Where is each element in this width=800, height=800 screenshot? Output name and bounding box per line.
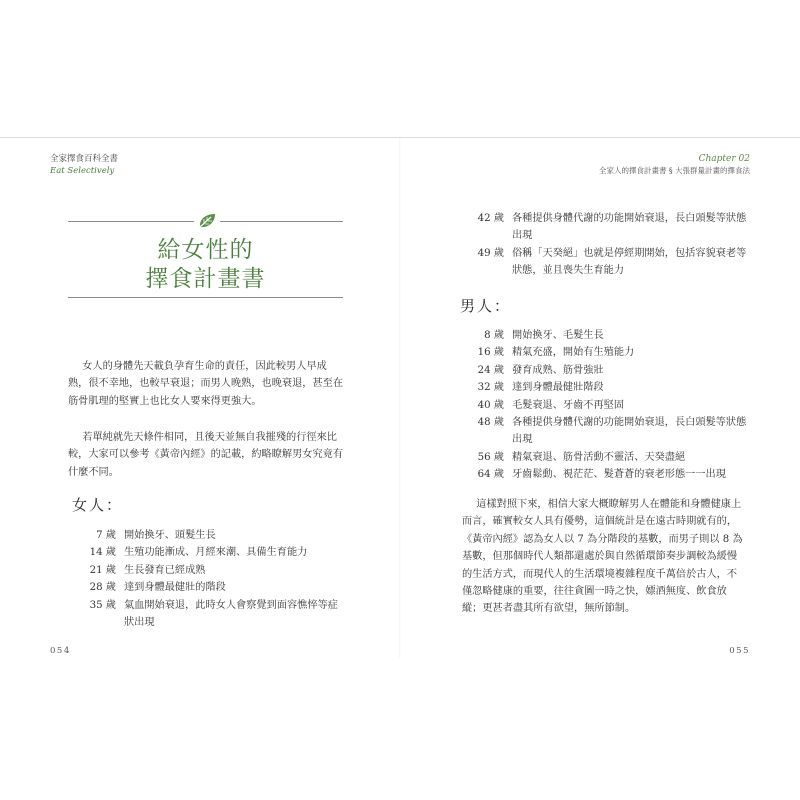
- men-heading: 男人：: [460, 297, 512, 315]
- chapter-label: Chapter 02: [698, 154, 750, 164]
- chapter-subtitle: 全家人的擇食計畫書 § 大張群量計畫的擇食法: [598, 166, 750, 175]
- intro-paragraph-2: 若單純就先天條件相同，且後天並無自我摧殘的行徑來比較，大家可以參考《黃帝內經》的記載，約略瞭解男女究竟有什麼不同。: [68, 432, 344, 478]
- list-item: 64 歲 牙齒鬆動、視茫茫、髮蒼蒼的衰老形態一一出現: [477, 469, 726, 481]
- chapter-title-line1: 給女性的: [157, 237, 254, 263]
- right-running-head: [599, 153, 750, 177]
- leaf-icon: [196, 212, 218, 230]
- title-rule-bottom: [68, 297, 343, 298]
- left-running-head: [50, 153, 118, 177]
- women-stages-list-continued: [468, 210, 748, 280]
- left-page: [0, 138, 400, 658]
- right-page: [400, 138, 800, 658]
- list-item: 42 歲 各種提供身體代謝的功能開始衰退，長白頭髮等狀態出現: [477, 213, 747, 242]
- title-rule-top-left: [68, 221, 194, 222]
- list-item: 48 歲 各種提供身體代謝的功能開始衰退，長白頭髮等狀態出現: [477, 417, 747, 446]
- chapter-title: [68, 236, 343, 294]
- list-item: 49 歲 俗稱「天癸絕」也就是停經期開始，包括容貌衰老等狀態，並且喪失生育能力: [477, 247, 747, 277]
- women-heading: 女人：: [72, 496, 124, 514]
- list-item: 21 歲 生長發育已經成熟: [89, 564, 206, 576]
- list-item: 28 歲 達到身體最健壯的階段: [89, 582, 226, 594]
- list-item: 32 歲 達到身體最健壯階段: [477, 382, 604, 394]
- intro-paragraph-1: 女人的身體先天載負孕育生命的責任，因此較男人早成熟，很不幸地，也較早衰退；而男人晚熟，也晚衰退，甚至在筋骨肌理的堅實上也比女人要來得更強大。: [68, 361, 344, 407]
- list-item: 14 歲 生殖功能漸成、月經來潮、具備生育能力: [89, 547, 308, 559]
- page-number-right: 055: [729, 646, 750, 656]
- book-english-title: Eat Selectively: [50, 166, 115, 176]
- list-item: 7 歲 開始換牙、頭髮生長: [96, 530, 216, 541]
- title-rule-top-right: [220, 221, 343, 222]
- list-item: 40 歲 毛髮衰退、牙齒不再堅固: [477, 399, 625, 411]
- chapter-title-line2: 擇食計畫書: [145, 266, 266, 292]
- closing-paragraph: 這樣對照下來，相信大家大概瞭解男人在體能和身體健康上而言，確實較女人具有優勢，這個統計是在遠古時期就有的，《黃帝內經》認為女人以 7 為分階段的基數，而男子則以 8 為基數，但那個時代人類都還處於與自然循環節奏步調較為緩慢的生活方式，而現代人的生活環境複雜程度千萬倍於古人，不僅忽略健康的重要，往往貪圖一時之快，嫖酒無度、飲食放縱；更甚者盡其所有欲望，無所節制。: [462, 499, 743, 615]
- book-title: 全家擇食百科全書: [50, 154, 119, 164]
- list-item: 16 歲 精氣充盛，開始有生殖能力: [477, 347, 635, 359]
- page-number-left: 054: [50, 646, 71, 656]
- list-item: 56 歲 精氣衰退、筋骨活動不靈活、天癸盡絕: [477, 451, 686, 463]
- list-item: 24 歲 發育成熟、筋骨強壯: [477, 364, 604, 376]
- chapter-title-block: [68, 216, 343, 298]
- list-item: 35 歲 氣血開始衰退，此時女人會察覺到面容憔悴等症狀出現: [89, 599, 338, 629]
- women-stages-list: [80, 527, 348, 631]
- list-item: 8 歲 開始換牙、毛髮生長: [484, 330, 604, 341]
- men-stages-list: [468, 327, 748, 484]
